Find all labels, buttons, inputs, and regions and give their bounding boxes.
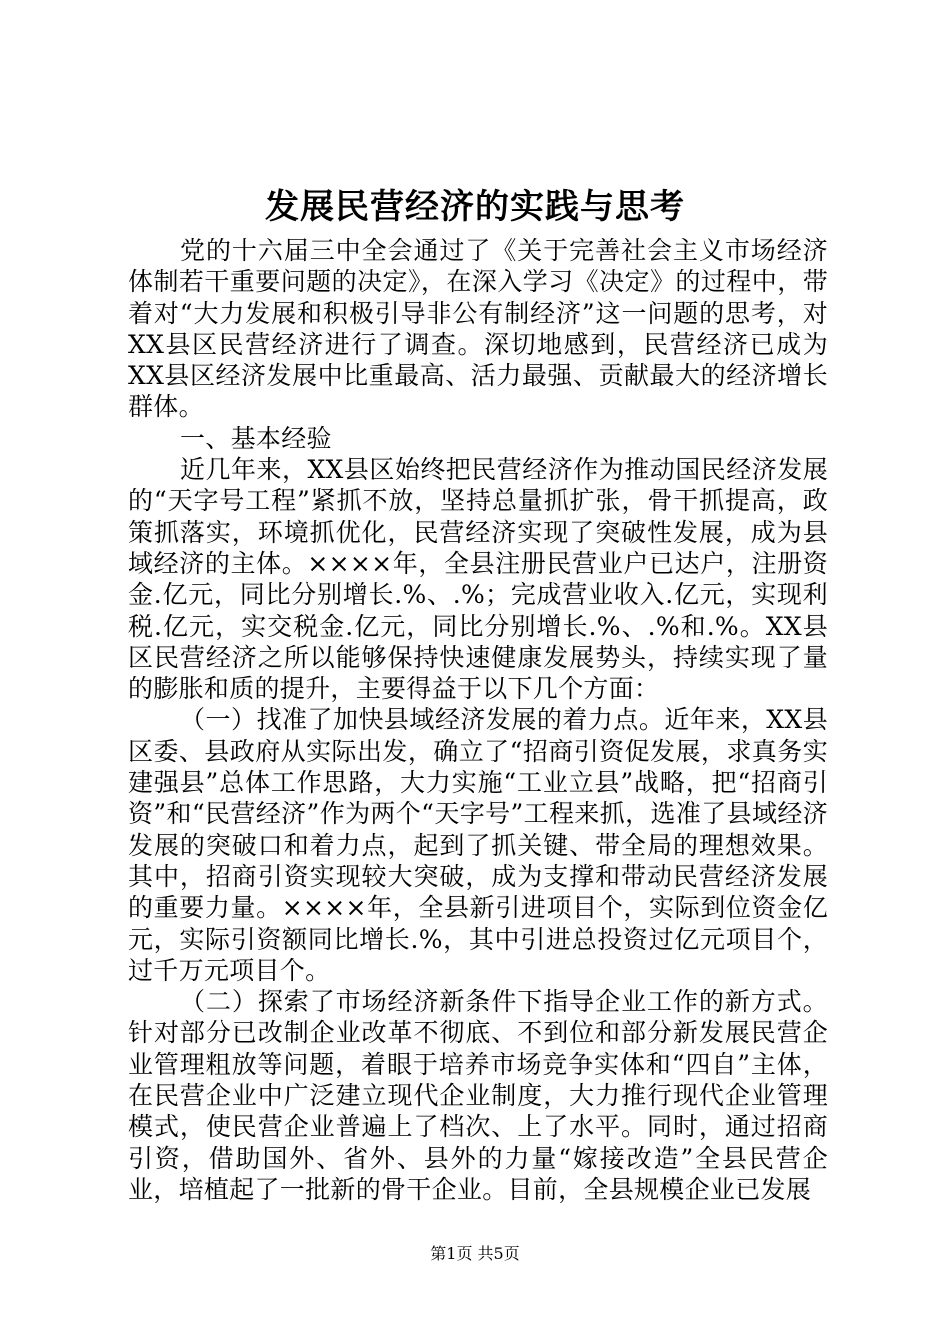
paragraph-overview: 近几年来，XX县区始终把民营经济作为推动国民经济发展的“天字号工程”紧抓不放，坚持总量抓扩张，骨干抓提高，政策抓落实，环境抓优化，民营经济实现了突破性发展，成为县域经济的主体。××××年，全县注册民营业户已达户，注册资金.亿元，同比分别增长.%、.%；完成营业收入.亿元，实现利税.亿元，实交税金.亿元，同比分别增长.%、.%和.%。XX县区民营经济之所以能够保持快速健康发展势头，持续实现了量的膨胀和质的提升，主要得益于以下几个方面： <box>128 455 828 704</box>
document-body <box>128 235 828 1205</box>
section-heading-basic-experience: 一、基本经验 <box>180 423 332 453</box>
paragraph-point-two: （二）探索了市场经济新条件下指导企业工作的新方式。针对部分已改制企业改革不彻底、不到位和部分新发展民营企业管理粗放等问题，着眼于培养市场竞争实体和“四自”主体，在民营企业中广泛建立现代企业制度，大力推行现代企业管理模式，使民营企业普遍上了档次、上了水平。同时，通过招商引资，借助国外、省外、县外的力量“嫁接改造”全县民营企业，培植起了一批新的骨干企业。目前，全县规模企业已发展 <box>128 987 828 1204</box>
paragraph-point-one: （一）找准了加快县域经济发展的着力点。近年来，XX县区委、县政府从实际出发，确立了“招商引资促发展，求真务实建强县”总体工作思路，大力实施“工业立县”战略，把“招商引资”和“民营经济”作为两个“天字号”工程来抓，选准了县域经济发展的突破口和着力点，起到了抓关键、带全局的理想效果。其中，招商引资实现较大突破，成为支撑和带动民营经济发展的重要力量。××××年，全县新引进项目个，实际到位资金亿元，实际引资额同比增长.%，其中引进总投资过亿元项目个，过千万元项目个。 <box>128 705 828 985</box>
document-title: 发展民营经济的实践与思考 <box>265 187 685 227</box>
paragraph-intro: 党的十六届三中全会通过了《关于完善社会主义市场经济体制若干重要问题的决定》，在深入学习《决定》的过程中，带着对“大力发展和积极引导非公有制经济”这一问题的思考，对XX县区民营经济进行了调查。深切地感到，民营经济已成为XX县区经济发展中比重最高、活力最强、贡献最大的经济增长群体。 <box>128 236 828 422</box>
page-number-footer: 第1页 共5页 <box>430 1244 520 1263</box>
